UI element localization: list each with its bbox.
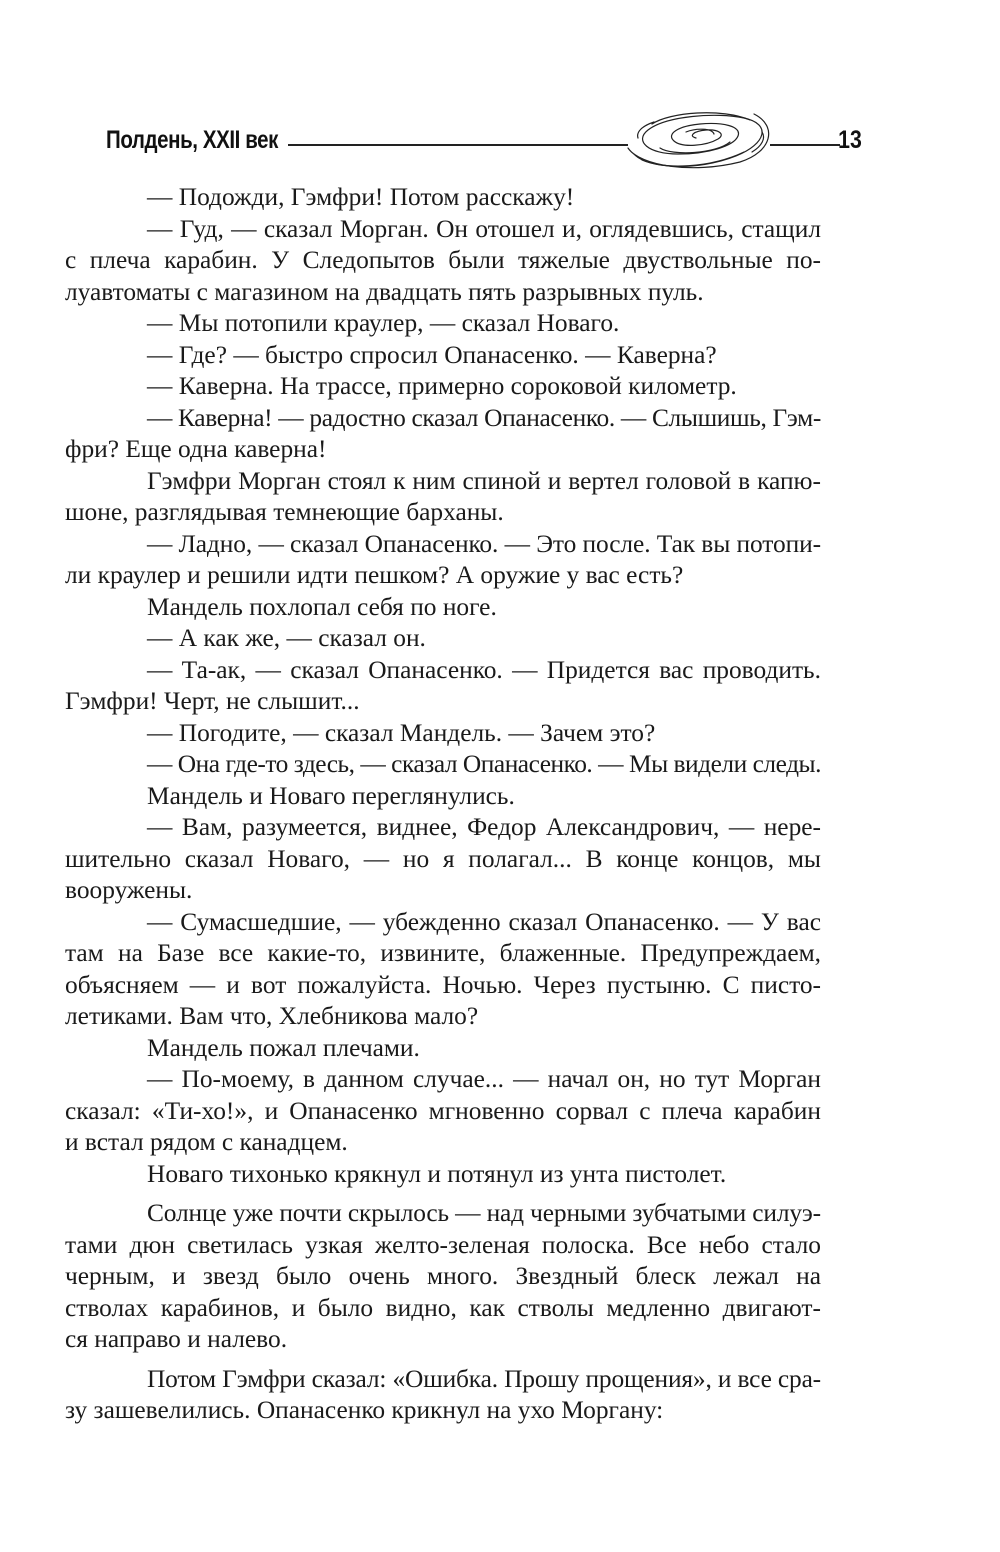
text-line: фри? Еще одна каверна!	[65, 435, 327, 463]
paragraph	[65, 655, 862, 718]
text-line: — Ладно, — сказал Опанасенко. — Это после. Так вы потопи-	[147, 529, 821, 558]
paragraph	[106, 592, 862, 624]
text-line: — Она где-то здесь, — сказал Опанасенко. — Мы видели следы.	[147, 750, 821, 778]
header-rule-right	[770, 144, 840, 146]
text-line: объясняем — и вот пожалуйста. Ночью. Через пустыню. С писто-	[65, 970, 821, 999]
paragraph	[106, 749, 862, 781]
text-line: — Каверна. На трассе, примерно сороковой километр.	[147, 372, 737, 400]
paragraph	[106, 781, 862, 813]
text-line: — Каверна! — радостно сказал Опанасенко. — Слышишь, Гэм-	[147, 403, 821, 432]
text-line: и встал рядом с канадцем.	[65, 1128, 348, 1156]
text-line: вооружены.	[65, 876, 193, 904]
page-number: 13	[838, 126, 862, 154]
header-rule-left	[288, 144, 628, 146]
text-line: Мандель и Новаго переглянулись.	[147, 781, 515, 810]
text-line: шоне, разглядывая темнеющие барханы.	[65, 498, 504, 526]
paragraph	[65, 812, 862, 907]
paragraph	[65, 1064, 862, 1159]
text-line: — Вам, разумеется, виднее, Федор Александрович, — нере-	[147, 813, 821, 841]
page-header	[106, 110, 862, 170]
paragraph	[65, 1364, 862, 1427]
paragraph	[106, 340, 862, 372]
text-line: зу зашевелились. Опанасенко крикнул на ухо Моргану:	[65, 1396, 664, 1424]
text-line: Гэмфри Морган стоял к ним спиной и вертел головой в капю-	[147, 466, 821, 495]
text-line: Мандель похлопал себя по ноге.	[147, 592, 497, 621]
text-line: ли краулер и решили идти пешком? А оружие у вас есть?	[65, 561, 684, 589]
text-line: — По-моему, в данном случае... — начал он, но тут Морган	[147, 1065, 821, 1093]
text-line: Солнце уже почти скрылось — над черными зубчатыми силуэ-	[147, 1199, 821, 1227]
text-line: луавтоматы с магазином на двадцать пять разрывных пуль.	[65, 277, 704, 306]
paragraph	[65, 214, 862, 309]
text-line: Мандель пожал плечами.	[147, 1033, 420, 1062]
paragraph	[65, 529, 862, 592]
text-line: Гэмфри! Черт, не слышит...	[65, 687, 360, 715]
text-line: стволах карабинов, и было видно, как стволы медленно двигают-	[65, 1293, 821, 1322]
text-line: ся направо и налево.	[65, 1325, 288, 1353]
text-line: шительно сказал Новаго, — но я полагал... В конце концов, мы	[65, 844, 821, 873]
paragraph	[65, 466, 862, 529]
text-line: летиками. Вам что, Хлебникова мало?	[65, 1002, 479, 1030]
text-line: сказал: «Ти-хо!», и Опанасенко мгновенно сорвал с плеча карабин	[65, 1096, 821, 1125]
text-line: — Мы потопили краулер, — сказал Новаго.	[147, 309, 620, 337]
text-body	[65, 182, 862, 1427]
galaxy-swirl-icon	[626, 110, 776, 174]
text-line: черным, и звезд было очень много. Звездный блеск лежал на	[65, 1262, 821, 1290]
paragraph	[65, 1198, 862, 1356]
text-line: — Гуд, — сказал Морган. Он отошел и, оглядевшись, стащил	[147, 214, 821, 243]
paragraph	[106, 308, 862, 340]
paragraph	[106, 182, 862, 214]
text-line: Потом Гэмфри сказал: «Ошибка. Прошу прощения», и все сра-	[147, 1364, 821, 1393]
paragraph	[106, 718, 862, 750]
paragraph	[106, 1033, 862, 1065]
paragraph	[65, 403, 862, 466]
text-line: тами дюн светилась узкая желто-зеленая полоска. Все небо стало	[65, 1230, 821, 1259]
text-line: — Где? — быстро спросил Опанасенко. — Каверна?	[147, 340, 717, 369]
text-line: с плеча карабин. У Следопытов были тяжелые двуствольные по-	[65, 246, 821, 274]
text-line: — Погодите, — сказал Мандель. — Зачем это?	[147, 718, 656, 747]
text-line: — А как же, — сказал он.	[147, 624, 426, 652]
paragraph	[65, 907, 862, 1033]
paragraph	[106, 371, 862, 403]
text-line: там на Базе все какие-то, извините, блаженные. Предупреждаем,	[65, 939, 821, 967]
text-line: — Та-ак, — сказал Опанасенко. — Придется вас проводить.	[147, 655, 821, 684]
paragraph	[106, 623, 862, 655]
text-line: Новаго тихонько крякнул и потянул из унта пистолет.	[147, 1159, 727, 1188]
text-line: — Сумасшедшие, — убежденно сказал Опанасенко. — У вас	[147, 907, 821, 936]
text-line: — Подожди, Гэмфри! Потом расскажу!	[147, 183, 575, 211]
running-title: Полдень, XXII век	[106, 126, 279, 154]
paragraph	[106, 1159, 862, 1191]
